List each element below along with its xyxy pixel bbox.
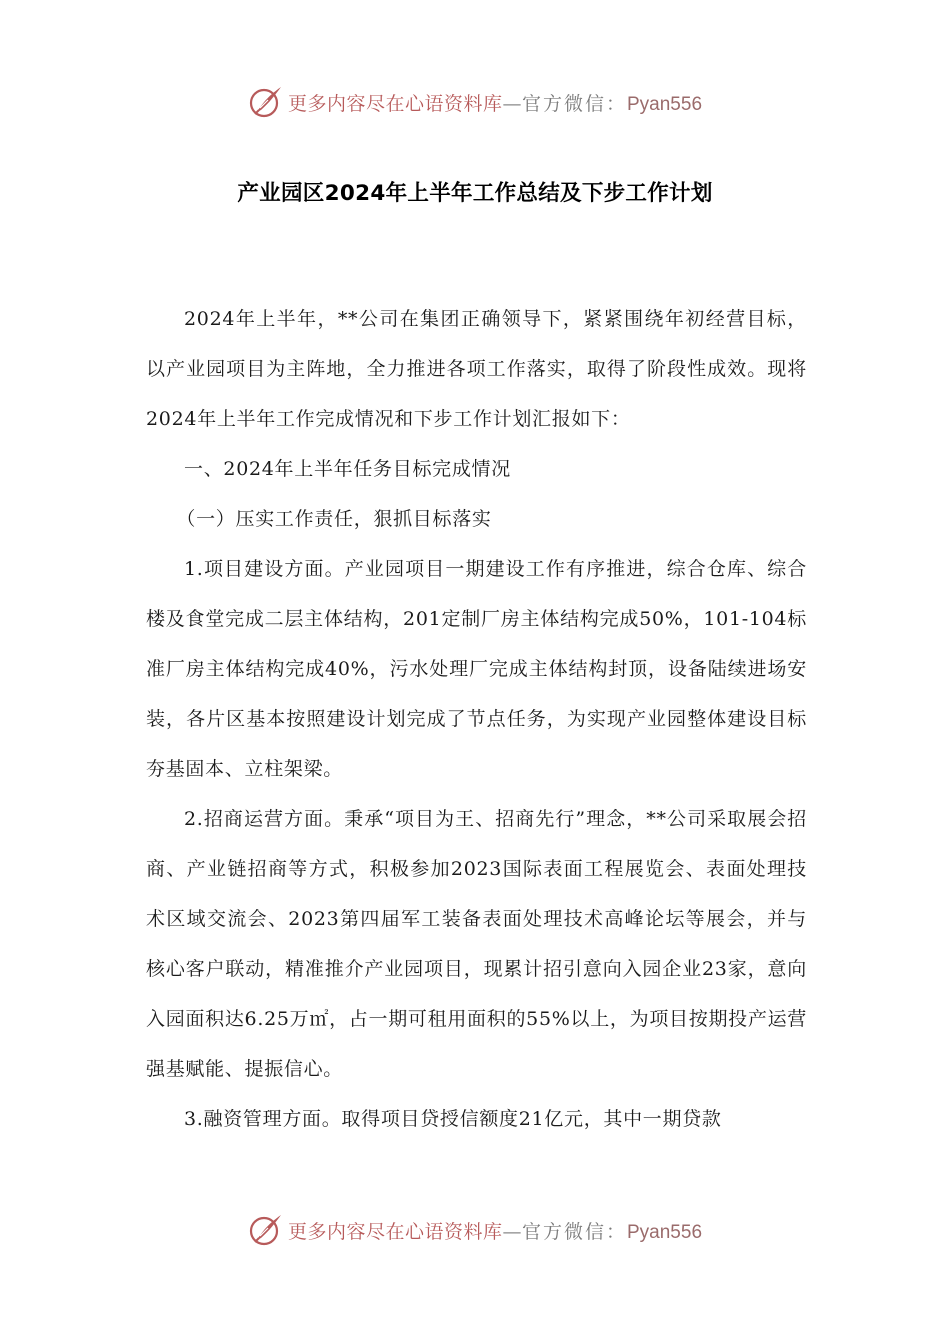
banner-main-text: 更多内容尽在心语资料库 xyxy=(287,1220,503,1243)
banner-separator: — xyxy=(502,1220,522,1243)
banner-official-label: 官方微信： xyxy=(521,92,627,115)
banner-wechat-id: Pyan556 xyxy=(627,93,703,115)
paragraph-financing-management: 3.融资管理方面。取得项目贷授信额度21亿元，其中一期贷款 xyxy=(184,1108,722,1130)
banner-wechat-id: Pyan556 xyxy=(627,1221,703,1243)
banner-main-text: 更多内容尽在心语资料库 xyxy=(287,92,503,115)
subsection-heading: （一）压实工作责任，狠抓目标落实 xyxy=(176,508,492,530)
quill-logo-icon xyxy=(248,1212,284,1248)
footer-watermark-banner xyxy=(0,1208,950,1252)
section-heading: 一、2024年上半年任务目标完成情况 xyxy=(184,458,511,480)
banner-separator: — xyxy=(502,92,522,115)
document-title: 产业园区2024年上半年工作总结及下步工作计划 xyxy=(237,181,713,206)
paragraph-investment-operation: 2.招商运营方面。秉承“项目为王、招商先行”理念，**公司采取展会招商、产业链招商等方式，积极参加2023国际表面工程展览会、表面处理技术区域交流会、2023第四届军工装备表面处理技术高峰论坛等展会，并与核心客户联动，精准推介产业园项目，现累计招引意向入园企业23家，意向入园面积达6.25万㎡，占一期可租用面积的55%以上，为项目按期投产运营强基赋能、提振信心。 xyxy=(146,808,807,1080)
banner-text xyxy=(288,89,702,116)
paragraph-project-construction: 1.项目建设方面。产业园项目一期建设工作有序推进，综合仓库、综合楼及食堂完成二层主体结构，201定制厂房主体结构完成50%，101-104标准厂房主体结构完成40%，污水处理厂完成主体结构封顶，设备陆续进场安装，各片区基本按照建设计划完成了节点任务，为实现产业园整体建设目标夯基固本、立柱架梁。 xyxy=(146,558,807,780)
banner-text xyxy=(288,1217,702,1244)
intro-paragraph: 2024年上半年，**公司在集团正确领导下，紧紧围绕年初经营目标，以产业园项目为主阵地，全力推进各项工作落实，取得了阶段性成效。现将2024年上半年工作完成情况和下步工作计划汇报如下： xyxy=(146,308,807,430)
quill-logo-icon xyxy=(248,84,284,120)
document-body xyxy=(146,294,807,1144)
header-watermark-banner xyxy=(0,80,950,124)
banner-official-label: 官方微信： xyxy=(521,1220,627,1243)
